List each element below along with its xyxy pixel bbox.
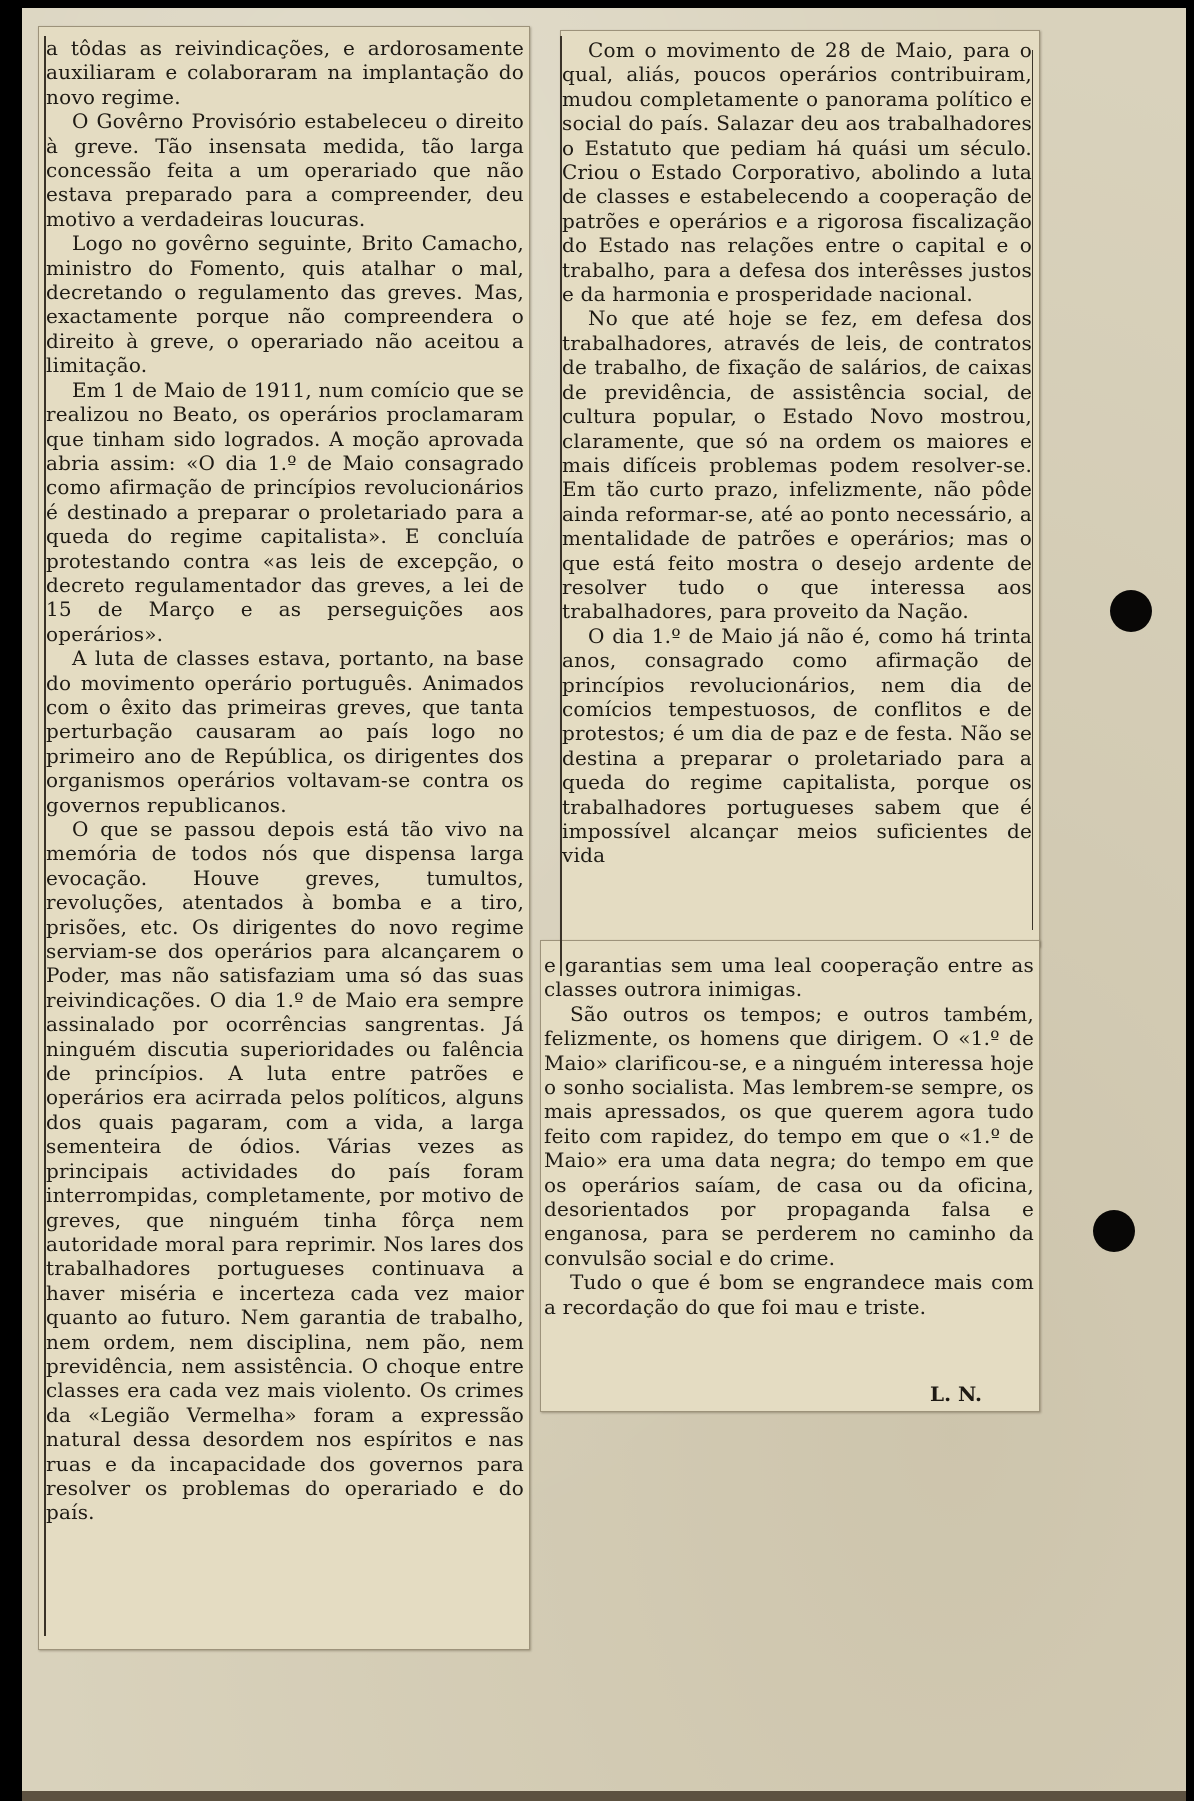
paragraph: a tôdas as reivindicações, e ardorosamente auxiliaram e colaboraram na implantação do novo regime.	[46, 36, 524, 109]
paragraph: O Govêrno Provisório estabeleceu o direito à greve. Tão insensata medida, tão larga concessão feita a um operariado que não estava preparado para a compreender, deu motivo a verdadeiras loucuras.	[46, 109, 524, 231]
article-column-left	[46, 36, 524, 1525]
article-column-right-continued	[544, 953, 1034, 1319]
paragraph: O que se passou depois está tão vivo na memória de todos nós que dispensa larga evocação. Houve greves, tumultos, revoluções, atentados à bomba e a tiro, prisões, etc. Os dirigentes do novo regime serviam-se dos operários para alcançarem o Poder, mas não satisfaziam uma só das suas reivindicações. O dia 1.º de Maio era sempre assinalado por ocorrências sangrentas. Já ninguém discutia superioridades ou falência de princípios. A luta entre patrões e operários era acirrada pelos políticos, alguns dos quais pagaram, com a vida, a larga sementeira de ódios. Várias vezes as principais actividades do país foram interrompidas, completamente, por motivo de greves, que ninguém tinha fôrça nem autoridade moral para reprimir. Nos lares dos trabalhadores portugueses continuava a haver miséria e incerteza cada vez maior quanto ao futuro. Nem garantia de trabalho, nem ordem, nem disciplina, nem pão, nem previdência, nem assistência. O choque entre classes era cada vez mais violento. Os crimes da «Legião Vermelha» foram a expressão natural dessa desordem nos espíritos e nas ruas e da incapacidade dos governos para resolver os problemas do operariado e do país.	[46, 817, 524, 1525]
author-signature: L. N.	[930, 1382, 982, 1406]
paragraph: Em 1 de Maio de 1911, num comício que se realizou no Beato, os operários proclamaram que tinham sido logrados. A moção aprovada abria assim: «O dia 1.º de Maio consagrado como afirmação de princípios revolucionários é destinado a preparar o proletariado para a queda do regime capitalista». E concluía protestando contra «as leis de excepção, o decreto regulamentador das greves, a lei de 15 de Março e as perseguições aos operários».	[46, 377, 524, 646]
paragraph: São outros os tempos; e outros também, felizmente, os homens que dirigem. O «1.º de Maio» clarificou-se, e a ninguém interessa hoje o sonho socialista. Mas lembrem-se sempre, os mais apressados, os que querem agora tudo feito com rapidez, do tempo em que o «1.º de Maio» era uma data negra; do tempo em que os operários saíam, de casa ou da oficina, desorientados por propaganda falsa e enganosa, para se perderem no caminho da convulsão social e do crime.	[544, 1001, 1034, 1270]
page-bottom-edge	[22, 1791, 1186, 1801]
paragraph: Tudo o que é bom se engrandece mais com a recordação do que foi mau e triste.	[544, 1270, 1034, 1319]
article-column-right	[562, 38, 1032, 868]
paragraph: e garantias sem uma leal cooperação entre as classes outrora inimigas.	[544, 953, 1034, 1002]
punch-hole	[1093, 1210, 1135, 1252]
paragraph: Com o movimento de 28 de Maio, para o qual, aliás, poucos operários contribuiram, mudou completamente o panorama político e social do país. Salazar deu aos trabalhadores o Estatuto que pediam há quási um século. Criou o Estado Corporativo, abolindo a luta de classes e estabelecendo a cooperação de patrões e operários e a rigorosa fiscalização do Estado nas relações entre o capital e o trabalho, para a defesa dos interêsses justos e da harmonia e prosperidade nacional.	[562, 38, 1032, 307]
paragraph: Logo no govêrno seguinte, Brito Camacho, ministro do Fomento, quis atalhar o mal, decretando o regulamento das greves. Mas, exactamente porque não compreendera o direito à greve, o operariado não aceitou a limitação.	[46, 231, 524, 378]
paragraph: O dia 1.º de Maio já não é, como há trinta anos, consagrado como afirmação de princípios revolucionários, nem dia de comícios tempestuosos, de conflitos e de protestos; é um dia de paz e de festa. Não se destina a preparar o proletariado para a queda do regime capitalista, porque os trabalhadores portugueses sabem que é impossível alcançar meios suficientes de vida	[562, 623, 1032, 868]
paragraph: A luta de classes estava, portanto, na base do movimento operário português. Animados com o êxito das primeiras greves, que tanta perturbação causaram ao país logo no primeiro ano de República, os dirigentes dos organismos operários voltavam-se contra os governos republicanos.	[46, 646, 524, 817]
punch-hole	[1110, 590, 1152, 632]
column-rule-right	[1032, 50, 1033, 930]
paragraph: No que até hoje se fez, em defesa dos trabalhadores, através de leis, de contratos de trabalho, de fixação de salários, de caixas de previdência, de assistência social, de cultura popular, o Estado Novo mostrou, claramente, que só na ordem os maiores e mais difíceis problemas podem resolver-se. Em tão curto prazo, infelizmente, não pôde ainda reformar-se, até ao ponto necessário, a mentalidade de patrões e operários; mas o que está feito mostra o desejo ardente de resolver tudo o que interessa aos trabalhadores, para proveito da Nação.	[562, 306, 1032, 624]
